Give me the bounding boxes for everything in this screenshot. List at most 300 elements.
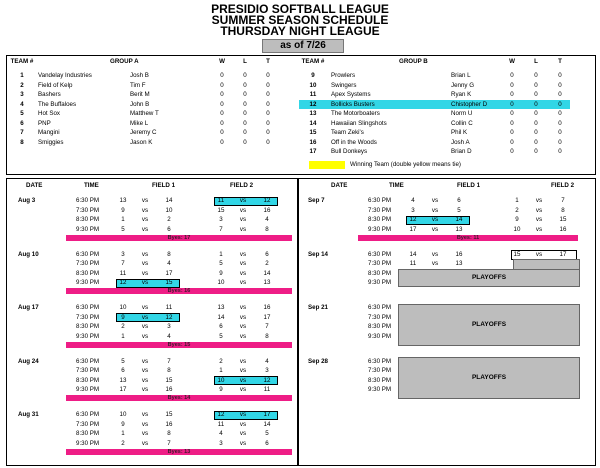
- team-number: 2: [515, 206, 519, 214]
- team-wins: 0: [220, 138, 224, 146]
- match-time: 8:30 PM: [368, 269, 392, 277]
- team-wins: 0: [510, 138, 514, 146]
- team-captain: Phil K: [451, 129, 468, 136]
- vs-label: vs: [141, 357, 149, 365]
- team-number: 13: [455, 260, 463, 268]
- team-captain: Collin C: [451, 119, 473, 127]
- match-time: 8:30 PM: [76, 216, 100, 224]
- team-name: Off in the Woods: [331, 138, 377, 146]
- team-number: 4: [265, 357, 269, 365]
- team-captain: Josh A: [451, 138, 470, 146]
- match-time: 7:30 PM: [76, 420, 100, 428]
- team-number: 14: [165, 197, 173, 204]
- week-date: Aug 10: [18, 250, 39, 258]
- team-number: 13: [309, 110, 317, 117]
- team-wins: 0: [510, 100, 514, 108]
- team-ties: 0: [558, 119, 562, 127]
- team-number: 16: [309, 138, 317, 146]
- team-number: 17: [409, 225, 417, 233]
- team-number: 11: [409, 260, 417, 268]
- team-number: 12: [263, 376, 271, 384]
- team-number: 16: [165, 386, 173, 394]
- winner-legend-label: Winning Team (double yellow means tie): [350, 161, 461, 168]
- team-number: 11: [165, 304, 173, 311]
- vs-label: vs: [239, 206, 247, 214]
- team-number: 15: [165, 376, 173, 384]
- team-number: 10: [309, 81, 317, 89]
- team-number: 9: [219, 386, 223, 394]
- match-time: 6:30 PM: [76, 250, 100, 258]
- team-number: 16: [263, 304, 271, 311]
- vs-label: vs: [239, 386, 247, 394]
- byes-label: Byes: 15: [167, 341, 191, 348]
- byes-bar: [66, 342, 292, 348]
- week-date: Sep 28: [308, 357, 328, 365]
- team-losses: 0: [243, 119, 247, 127]
- team-number: 8: [265, 225, 269, 233]
- team-number: 1: [121, 216, 125, 224]
- team-number: 14: [263, 269, 271, 277]
- team-losses: 0: [243, 72, 247, 79]
- team-number: 6: [457, 197, 461, 204]
- team-name: Field of Kelp: [38, 81, 73, 89]
- team-name: Bull Donkeys: [331, 148, 368, 155]
- team-name: Bollicks Busters: [331, 100, 375, 108]
- team-losses: 0: [534, 110, 538, 117]
- team-wins: 0: [220, 91, 224, 98]
- week-date: Sep 14: [308, 250, 328, 258]
- vs-label: vs: [141, 430, 149, 438]
- winner-legend-swatch: [309, 161, 345, 169]
- vs-label: vs: [141, 304, 149, 311]
- team-name: Team Zeki's: [331, 129, 364, 136]
- team-number: 3: [219, 216, 223, 224]
- week-date: Sep 21: [308, 304, 328, 311]
- match-time: 6:30 PM: [76, 357, 100, 365]
- team-number: 9: [121, 420, 125, 428]
- team-ties: 0: [266, 129, 270, 136]
- team-wins: 0: [510, 81, 514, 89]
- team-number: 12: [263, 197, 271, 204]
- match-time: 6:30 PM: [76, 304, 100, 311]
- team-number: 6: [265, 439, 269, 447]
- team-number: 16: [455, 250, 463, 258]
- match-time: 8:30 PM: [368, 216, 392, 224]
- vs-label: vs: [239, 367, 247, 375]
- match-time: 9:30 PM: [368, 386, 392, 394]
- vs-label: vs: [141, 323, 149, 331]
- vs-label: vs: [535, 197, 543, 204]
- team-ties: 0: [558, 138, 562, 146]
- team-number: 4: [167, 260, 171, 268]
- vs-label: vs: [535, 250, 543, 258]
- vs-label: vs: [431, 250, 439, 258]
- match-time: 6:30 PM: [76, 197, 100, 204]
- schedule-title: SUMMER SEASON SCHEDULE: [211, 13, 389, 27]
- team-wins: 0: [220, 81, 224, 89]
- team-number: 12: [119, 279, 127, 287]
- team-number: 2: [265, 260, 269, 268]
- team-name: Vandelay Industries: [38, 72, 92, 79]
- team-wins: 0: [510, 91, 514, 98]
- vs-label: vs: [239, 269, 247, 277]
- team-number: 7: [121, 260, 125, 268]
- team-captain: Jeremy C: [130, 129, 157, 136]
- vs-label: vs: [141, 216, 149, 224]
- team-number: 11: [119, 269, 127, 277]
- vs-label: vs: [141, 313, 149, 321]
- team-number: 15: [165, 279, 173, 287]
- team-losses: 0: [243, 100, 247, 108]
- team-losses: 0: [534, 72, 538, 79]
- team-number: 14: [263, 420, 271, 428]
- team-name: Hawaiian Slingshots: [331, 119, 387, 127]
- team-number: 8: [265, 332, 269, 340]
- week-date: Aug 17: [18, 304, 39, 311]
- week-date: Aug 3: [18, 197, 36, 204]
- team-number: 10: [119, 411, 127, 418]
- team-wins: 0: [510, 129, 514, 136]
- team-ties: 0: [266, 138, 270, 146]
- vs-label: vs: [141, 332, 149, 340]
- team-wins: 0: [220, 72, 224, 79]
- team-number: 12: [217, 411, 225, 418]
- team-name: Mangini: [38, 129, 60, 136]
- vs-label: vs: [141, 225, 149, 233]
- team-name: The Motorboaters: [331, 110, 380, 117]
- match-time: 7:30 PM: [368, 367, 392, 375]
- team-ties: 0: [266, 100, 270, 108]
- vs-label: vs: [239, 250, 247, 258]
- vs-label: vs: [239, 420, 247, 428]
- match-time: 7:30 PM: [76, 206, 100, 214]
- match-time: 7:30 PM: [368, 206, 392, 214]
- team-losses: 0: [534, 119, 538, 127]
- col-l-header: L: [243, 58, 247, 65]
- team-number: 6: [167, 225, 171, 233]
- team-number: 3: [167, 323, 171, 331]
- team-losses: 0: [243, 129, 247, 136]
- team-ties: 0: [558, 81, 562, 89]
- team-number: 2: [121, 323, 125, 331]
- playoffs-label: PLAYOFFS: [471, 374, 507, 381]
- team-ties: 0: [558, 129, 562, 136]
- league-subtitle: THURSDAY NIGHT LEAGUE: [220, 24, 380, 38]
- team-name: PNP: [38, 119, 51, 127]
- team-number: 7: [265, 323, 269, 331]
- team-number: 2: [20, 81, 24, 89]
- team-number: 9: [515, 216, 519, 224]
- team-number: 10: [217, 376, 225, 384]
- byes-label: Byes: 14: [167, 395, 191, 402]
- group-header: GROUP B: [399, 58, 428, 65]
- match-time: 6:30 PM: [76, 411, 100, 418]
- team-number: 3: [121, 250, 125, 258]
- team-number: 13: [217, 304, 225, 311]
- week-date: Sep 7: [308, 197, 325, 204]
- match-time: 8:30 PM: [76, 323, 100, 331]
- team-number: 12: [409, 216, 417, 224]
- time-header: TIME: [389, 182, 404, 189]
- vs-label: vs: [239, 260, 247, 268]
- team-number: 12: [165, 313, 173, 321]
- match-time: 8:30 PM: [368, 323, 392, 331]
- team-captain: Berit M: [130, 91, 150, 98]
- team-number: 16: [559, 225, 567, 233]
- team-number: 2: [167, 216, 171, 224]
- vs-label: vs: [239, 197, 247, 204]
- team-captain: Ryan K: [451, 91, 472, 98]
- team-ties: 0: [266, 110, 270, 117]
- team-number: 5: [265, 430, 269, 438]
- vs-label: vs: [431, 225, 439, 233]
- vs-label: vs: [239, 376, 247, 384]
- col-l-header: L: [534, 58, 538, 65]
- team-ties: 0: [558, 110, 562, 117]
- team-number: 8: [561, 206, 565, 214]
- vs-label: vs: [239, 439, 247, 447]
- team-number: 1: [121, 332, 125, 340]
- team-ties: 0: [558, 148, 562, 155]
- match-time: 9:30 PM: [368, 332, 392, 340]
- team-number: 4: [265, 216, 269, 224]
- col-t-header: T: [266, 58, 270, 65]
- match-time: 6:30 PM: [368, 304, 392, 311]
- team-number: 1: [121, 430, 125, 438]
- match-time: 9:30 PM: [368, 279, 392, 287]
- team-number: 8: [167, 250, 171, 258]
- team-number: 14: [309, 119, 317, 127]
- match-time: 7:30 PM: [76, 260, 100, 268]
- team-name: Apex Systems: [331, 91, 371, 98]
- match-time: 7:30 PM: [368, 313, 392, 321]
- team-number: 1: [219, 367, 223, 375]
- match-time: 8:30 PM: [76, 269, 100, 277]
- team-wins: 0: [510, 110, 514, 117]
- match-time: 7:30 PM: [76, 313, 100, 321]
- team-number: 3: [20, 91, 24, 98]
- team-number: 8: [167, 430, 171, 438]
- team-number: 1: [20, 72, 24, 79]
- vs-label: vs: [535, 216, 543, 224]
- team-number: 17: [263, 313, 271, 321]
- match-time: 7:30 PM: [368, 260, 392, 268]
- team-ties: 0: [558, 72, 562, 79]
- league-title: PRESIDIO SOFTBALL LEAGUE: [211, 2, 389, 16]
- vs-label: vs: [239, 225, 247, 233]
- vs-label: vs: [239, 279, 247, 287]
- as-of-badge: as of 7/26: [262, 39, 344, 53]
- byes-label: Byes: 17: [167, 234, 191, 241]
- match-time: 6:30 PM: [368, 197, 392, 204]
- team-number: 9: [121, 206, 125, 214]
- playoffs-label: PLAYOFFS: [471, 274, 507, 281]
- team-number: 5: [20, 110, 24, 117]
- team-wins: 0: [510, 72, 514, 79]
- vs-label: vs: [535, 225, 543, 233]
- team-number: 9: [219, 269, 223, 277]
- team-number: 13: [455, 225, 463, 233]
- vs-label: vs: [141, 411, 149, 418]
- team-number: 6: [219, 323, 223, 331]
- team-ties: 0: [558, 100, 562, 108]
- team-name: Swingers: [331, 81, 357, 89]
- team-wins: 0: [220, 100, 224, 108]
- vs-label: vs: [141, 260, 149, 268]
- vs-label: vs: [239, 430, 247, 438]
- team-number: 3: [265, 367, 269, 375]
- team-number: 17: [309, 148, 317, 155]
- team-number: 5: [457, 206, 461, 214]
- group-header: GROUP A: [110, 58, 139, 65]
- team-number: 11: [217, 197, 225, 204]
- team-losses: 0: [534, 148, 538, 155]
- field1-header: FIELD 1: [457, 182, 481, 189]
- byes-bar: [66, 288, 292, 294]
- field1-header: FIELD 1: [152, 182, 176, 189]
- team-number: 8: [20, 138, 24, 146]
- team-captain: Norm U: [451, 110, 473, 117]
- team-number: 17: [165, 269, 173, 277]
- vs-label: vs: [141, 420, 149, 428]
- team-number: 7: [219, 225, 223, 233]
- team-number: 10: [165, 206, 173, 214]
- team-number: 15: [513, 250, 521, 258]
- team-number: 11: [217, 420, 225, 428]
- vs-label: vs: [431, 206, 439, 214]
- team-captain: Chistopher D: [451, 100, 488, 108]
- match-time: 9:30 PM: [368, 225, 392, 233]
- team-wins: 0: [510, 148, 514, 155]
- team-wins: 0: [220, 129, 224, 136]
- team-captain: Jenny G: [451, 81, 475, 89]
- team-losses: 0: [534, 138, 538, 146]
- team-number: 17: [559, 250, 567, 258]
- team-ties: 0: [266, 119, 270, 127]
- team-number: 12: [309, 100, 317, 108]
- team-number: 14: [409, 250, 417, 258]
- date-header: DATE: [26, 182, 43, 189]
- team-name: The Buffaloes: [38, 100, 77, 108]
- vs-label: vs: [239, 216, 247, 224]
- team-number: 5: [121, 357, 125, 365]
- team-wins: 0: [220, 119, 224, 127]
- team-number: 10: [119, 304, 127, 311]
- team-number: 9: [311, 72, 315, 79]
- team-captain: Josh B: [130, 72, 149, 79]
- vs-label: vs: [239, 357, 247, 365]
- team-number: 17: [119, 386, 127, 394]
- match-time: 8:30 PM: [368, 376, 392, 384]
- team-number: 7: [167, 357, 171, 365]
- team-number: 1: [219, 250, 223, 258]
- vs-label: vs: [141, 197, 149, 204]
- team-number: 15: [309, 129, 317, 136]
- team-number: 6: [265, 250, 269, 258]
- byes-label: Byes: 16: [167, 288, 191, 295]
- week-date: Aug 24: [18, 357, 39, 365]
- col-w-header: W: [509, 58, 515, 65]
- team-number: 16: [165, 420, 173, 428]
- match-time: 7:30 PM: [76, 367, 100, 375]
- byes-label: Byes: 13: [167, 448, 191, 455]
- team-number: 7: [167, 439, 171, 447]
- byes-bar: [358, 235, 578, 241]
- time-header: TIME: [84, 182, 99, 189]
- team-captain: Brian D: [451, 148, 472, 155]
- vs-label: vs: [535, 206, 543, 214]
- team-number: 3: [411, 206, 415, 214]
- col-team-header: TEAM #: [10, 58, 34, 65]
- team-number: 16: [263, 206, 271, 214]
- team-losses: 0: [243, 110, 247, 117]
- byes-bar: [66, 449, 292, 455]
- team-wins: 0: [220, 110, 224, 117]
- team-number: 11: [309, 91, 317, 98]
- team-ties: 0: [266, 81, 270, 89]
- team-number: 11: [263, 386, 271, 394]
- team-number: 3: [219, 439, 223, 447]
- vs-label: vs: [431, 260, 439, 268]
- team-number: 4: [167, 332, 171, 340]
- match-time: 9:30 PM: [76, 386, 100, 394]
- byes-bar: [66, 395, 292, 401]
- team-number: 10: [513, 225, 521, 233]
- team-losses: 0: [243, 91, 247, 98]
- team-captain: Brian L: [451, 72, 471, 79]
- team-number: 10: [217, 279, 225, 287]
- field2-header: FIELD 2: [230, 182, 254, 189]
- vs-label: vs: [141, 439, 149, 447]
- team-captain: Matthew T: [130, 110, 159, 117]
- match-time: 8:30 PM: [76, 430, 100, 438]
- team-number: 13: [119, 376, 127, 384]
- team-number: 15: [217, 206, 225, 214]
- playoffs-label: PLAYOFFS: [471, 321, 507, 328]
- team-number: 9: [121, 313, 125, 321]
- vs-label: vs: [239, 304, 247, 311]
- team-number: 6: [121, 367, 125, 375]
- team-number: 6: [20, 119, 24, 127]
- match-time: 6:30 PM: [368, 357, 392, 365]
- vs-label: vs: [431, 197, 439, 204]
- field2-header: FIELD 2: [551, 182, 575, 189]
- vs-label: vs: [239, 313, 247, 321]
- team-number: 1: [515, 197, 519, 204]
- match-time: 9:30 PM: [76, 332, 100, 340]
- vs-label: vs: [141, 367, 149, 375]
- vs-label: vs: [141, 279, 149, 287]
- col-team-header: TEAM #: [301, 58, 325, 65]
- team-losses: 0: [534, 81, 538, 89]
- team-name: Prowlers: [331, 72, 356, 79]
- vs-label: vs: [141, 269, 149, 277]
- vs-label: vs: [141, 386, 149, 394]
- vs-label: vs: [239, 323, 247, 331]
- team-number: 15: [165, 411, 173, 418]
- team-number: 7: [561, 197, 565, 204]
- team-ties: 0: [266, 91, 270, 98]
- team-captain: Tim F: [130, 81, 146, 89]
- team-losses: 0: [534, 129, 538, 136]
- team-losses: 0: [534, 91, 538, 98]
- team-losses: 0: [243, 81, 247, 89]
- team-number: 5: [121, 225, 125, 233]
- team-number: 13: [263, 279, 271, 287]
- team-number: 4: [20, 100, 24, 108]
- vs-label: vs: [141, 250, 149, 258]
- byes-bar: [66, 235, 292, 241]
